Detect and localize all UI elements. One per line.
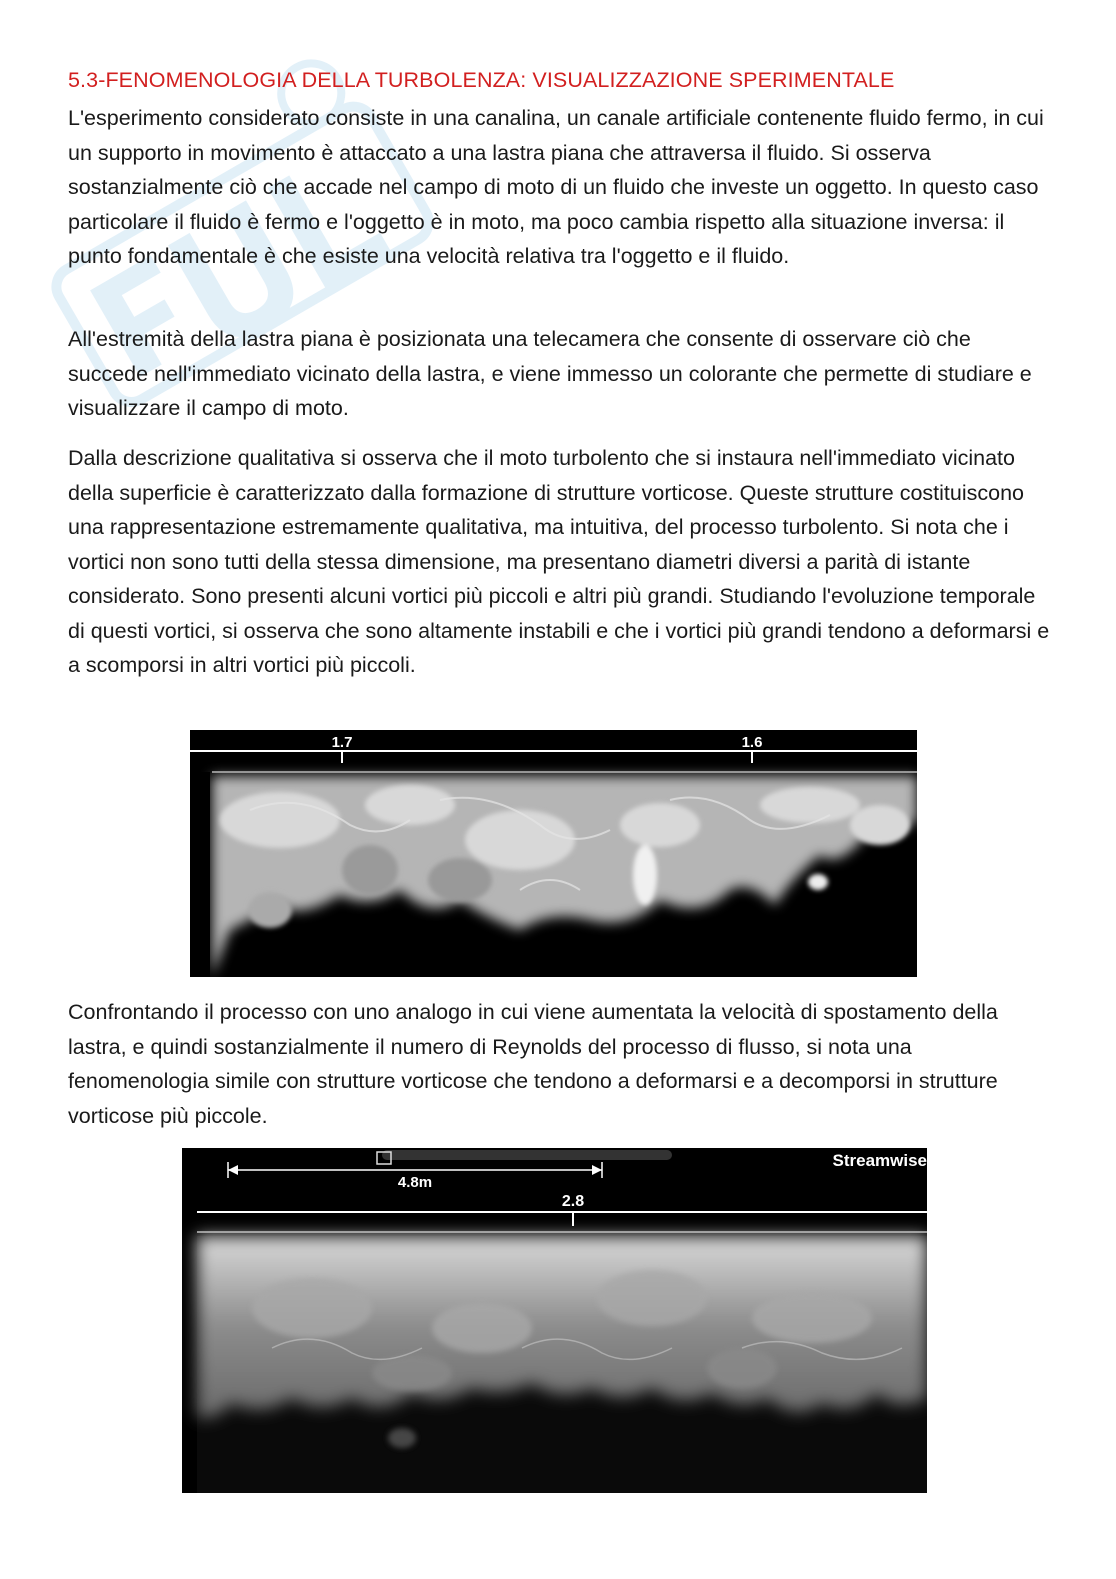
- turbulence-photo-1: [190, 730, 917, 977]
- section-title: 5.3-FENOMENOLOGIA DELLA TURBOLENZA: VISUALIZZAZIONE SPERIMENTALE: [68, 68, 895, 92]
- paragraph-experiment: L'esperimento considerato consiste in una canalina, un canale artificiale contenente fluido fermo, in cui un supporto in movimento è attaccato a una lastra piana che attraversa il fluido. Si osserva sostanzialmente ciò che accade nel campo di moto di un fluido che investe un oggetto. In questo caso particolare il fluido è fermo e l'oggetto è in moto, ma poco cambia rispetto alla situazione inversa: il punto fondamentale è che esiste una velocità relativa tra l'oggetto e il fluido.: [68, 106, 1044, 268]
- figure2-corner-label: Streamwise: [832, 1151, 927, 1170]
- paragraph-camera: All'estremità della lastra piana è posizionata una telecamera che consente di osservare ciò che succede nell'immediato vicinato della lastra, e viene immesso un colorante che permette di studiare e visualizzare il campo di moto.: [68, 327, 1032, 420]
- paragraph-reynolds: Confrontando il processo con uno analogo in cui viene aumentata la velocità di spostamento della lastra, e quindi sostanzialmente il numero di Reynolds del processo di flusso, si nota una fenomenologia simile con strutture vorticose che tendono a deformarsi e a decomporsi in strutture vorticose più piccole.: [68, 1000, 998, 1128]
- figure2-distance-label: 4.8m: [397, 1174, 433, 1191]
- paragraph-vortices: Dalla descrizione qualitativa si osserva che il moto turbolento che si instaura nell'immediato vicinato della superficie è caratterizzato dalla formazione di strutture vorticose. Queste strutture costituiscono una rappresentazione estremamente qualitativa, ma intuitiva, del processo turbolento. Si nota che i vortici non sono tutti della stessa dimensione, ma presentano diametri diversi a parità di istante considerato. Sono presenti alcuni vortici più piccoli e altri più grandi. Studiando l'evoluzione temporale di questi vortici, si osserva che sono altamente instabili e che i vortici più grandi tendono a deformarsi e a scomporsi in altri vortici più piccoli.: [68, 446, 1050, 677]
- figure1-marker-left: 1.7: [331, 734, 353, 751]
- figure1-marker-right: 1.6: [741, 734, 763, 751]
- turbulence-photo-2: [182, 1148, 927, 1493]
- figure2-marker: 2.8: [561, 1193, 585, 1210]
